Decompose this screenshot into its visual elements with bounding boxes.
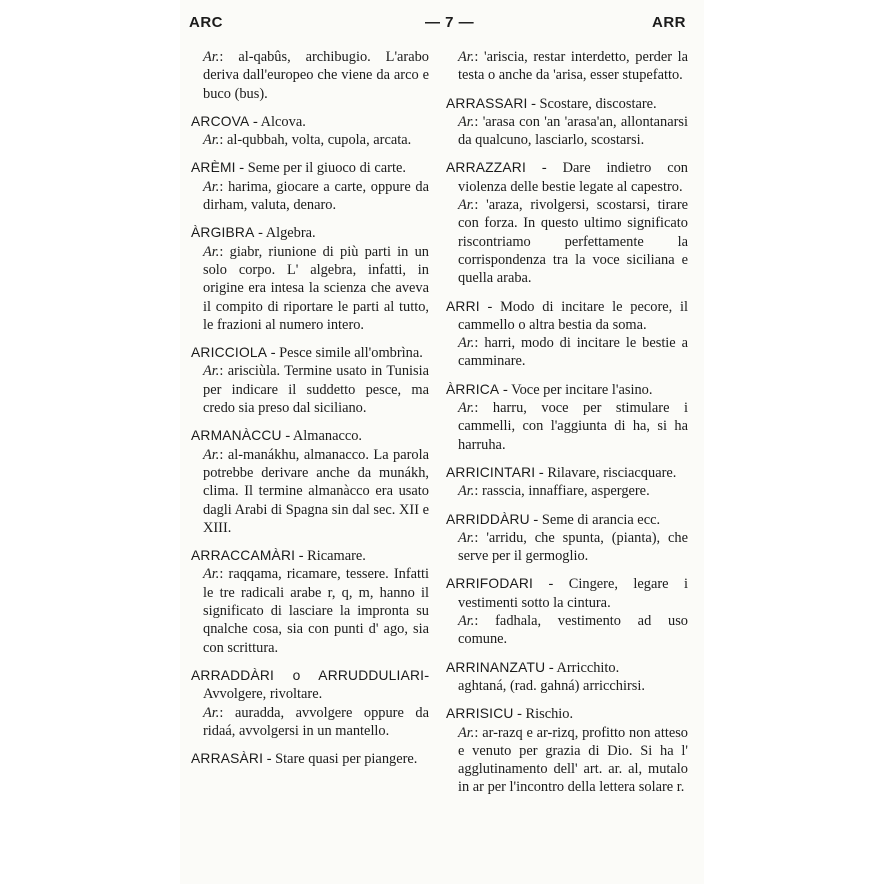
- entry-lemma: ARRASÀRI: [191, 751, 264, 767]
- entry-lemma: ARRASSARI: [446, 95, 528, 111]
- entry-lemma: ARRIFODARI: [446, 576, 534, 592]
- dictionary-entry: [446, 659, 688, 696]
- running-head-right: ARR: [652, 14, 686, 31]
- entry-lemma: ARRINANZATU: [446, 659, 546, 675]
- entry-lemma: ARRADDÀRI o ARRUDDULIARI: [191, 667, 425, 683]
- ar-label: Ar.: [203, 566, 220, 583]
- entry-text: : 'arasa con 'an 'arasa'an, allontanarsi da qualcuno, lasciarlo, scostarsi.: [458, 113, 688, 149]
- entry-text: : auradda, avvolgere oppure da ridaá, avvolgersi in un mantello.: [203, 704, 429, 739]
- ar-label: Ar.: [458, 400, 475, 417]
- right-entries: [446, 95, 688, 797]
- dictionary-entry: [446, 464, 688, 501]
- entry-lemma: ÀRRICA: [446, 381, 500, 397]
- entry-text: : 'arridu, che spunta, (pianta), che serve per il germoglio.: [458, 529, 688, 565]
- entry-definition: - Stare quasi per piangere.: [263, 751, 418, 768]
- entry-definition: - Seme per il giuoco di carte.: [235, 160, 406, 177]
- left-column: [191, 48, 429, 778]
- entry-lemma: ARÈMI: [191, 160, 236, 176]
- dictionary-entry: [446, 298, 688, 371]
- right-column: [446, 48, 688, 807]
- dictionary-entry: [191, 224, 429, 334]
- dictionary-entry: [191, 427, 429, 537]
- entry-lemma: ARMANÀCCU: [191, 428, 282, 444]
- entry-lemma: ARCOVA: [191, 113, 250, 129]
- ar-label: Ar.: [458, 529, 475, 546]
- dictionary-entry: [191, 159, 429, 214]
- entry-definition: - Dare indietro con violenza delle bestie legate al capestro.: [458, 160, 688, 195]
- entry-definition: - Modo di incitare le pecore, il cammello o altra bestia da soma.: [458, 298, 688, 333]
- left-entries: [191, 113, 429, 769]
- ar-label: Ar.: [203, 704, 220, 721]
- entry-lemma: ARRI: [446, 298, 480, 314]
- entry-text: : rasscia, innaffiare, aspergere.: [474, 483, 650, 500]
- dictionary-entry: [446, 159, 688, 287]
- ar-label: Ar.: [458, 613, 475, 630]
- entry-text: : al-manákhu, almanacco. La parola potrebbe derivare anche da munákh, clima. Il termine almanàcco era usato dagli Arabi di Spagna sin dal sec. XII e XIII.: [203, 446, 429, 536]
- entry-text: : harri, modo di incitare le bestie a camminare.: [458, 335, 688, 370]
- entry-definition: - Algebra.: [254, 225, 316, 242]
- dictionary-entry: [446, 575, 688, 648]
- entry-lemma: ARRAZZARI: [446, 160, 526, 176]
- ar-label: Ar.: [458, 49, 475, 65]
- ar-label: Ar.: [203, 49, 220, 65]
- running-head-left: ARC: [189, 14, 223, 31]
- continued-entry: [191, 48, 429, 103]
- dictionary-entry: [191, 750, 429, 768]
- entry-definition: - Rischio.: [513, 706, 574, 723]
- dictionary-entry: [191, 667, 429, 740]
- entry-text: : raqqama, ricamare, tessere. Infatti le tre radicali arabe r, q, m, hanno il significato di lasciare la impronta su qnalche cosa, sia con punti d' ago, sia con scrittura.: [203, 566, 429, 656]
- ar-label: Ar.: [458, 113, 475, 130]
- page-number: — 7 —: [425, 14, 475, 31]
- dictionary-entry: [191, 113, 429, 150]
- ar-label: Ar.: [203, 363, 220, 380]
- entry-definition: - Arricchito.: [545, 659, 620, 676]
- entry-text: : 'arisсia, restar interdetto, perder la testa o anche da 'arisa, esser stupefatto.: [458, 49, 688, 84]
- ar-label: Ar.: [203, 446, 220, 463]
- entry-text: : harru, voce per stimulare i cammelli, con l'aggiunta di ha, si ha harruha.: [458, 400, 688, 453]
- entry-definition: - Alcova.: [249, 113, 306, 130]
- entry-text: : al-qabûs, archibugio. L'arabo deriva dall'europeo che viene da arco e buco (bus).: [203, 49, 429, 102]
- continued-entry: [446, 48, 688, 85]
- entry-text: : fadhala, vestimento ad uso comune.: [458, 613, 688, 648]
- entry-definition: - Scostare, discostare.: [527, 95, 657, 112]
- ar-label: Ar.: [458, 483, 475, 500]
- dictionary-entry: [446, 705, 688, 796]
- entry-lemma: ARRACCAMÀRI: [191, 548, 296, 564]
- entry-definition: - Ricamare.: [295, 548, 366, 565]
- entry-definition: - Pesce simile all'ombrìna.: [267, 345, 423, 362]
- entry-text: : ar-razq e ar-rizq, profitto non atteso e venuto per grazia di Dio. Si ha l' agglutinamento dell' art. ar. al, mutalo in ar per l'incontro della lettera solare r.: [458, 724, 688, 796]
- entry-definition: - Seme di arancia ecc.: [529, 511, 661, 528]
- ar-label: Ar.: [458, 335, 475, 352]
- ar-label: Ar.: [203, 132, 220, 149]
- entry-definition: - Rilavare, risciacquare.: [535, 464, 677, 481]
- ar-label: Ar.: [203, 243, 220, 260]
- entry-definition: - Almanacco.: [281, 428, 363, 445]
- entry-definition: - Cingere, legare i vestimenti sotto la cintura.: [458, 576, 688, 611]
- entry-text: : giabr, riunione di più parti in un solo corpo. L' algebra, infatti, in origine era intesa la scienza che aveva il compito di riportare le parti al tutto, le frazioni al numero intero.: [203, 243, 429, 333]
- entry-text: : arisciùla. Termine usato in Tunisia per indicare il suddetto pesce, ma credo sia preso dal siciliano.: [203, 363, 429, 417]
- entry-text: : al-qubbah, volta, cupola, arcata.: [219, 132, 412, 149]
- entry-lemma: ARICCIOLA: [191, 345, 268, 361]
- dictionary-entry: [446, 95, 688, 150]
- entry-lemma: ÀRGIBRA: [191, 225, 255, 241]
- entry-lemma: ARRIDDÀRU: [446, 511, 530, 527]
- entry-text: : harima, giocare a carte, oppure da dirham, valuta, denaro.: [203, 178, 429, 214]
- dictionary-entry: [446, 381, 688, 454]
- entry-definition: - Voce per incitare l'asino.: [499, 381, 653, 398]
- entry-definition: - Avvolgere, rivoltare.: [203, 667, 429, 703]
- entry-lemma: ARRICINTARI: [446, 464, 536, 480]
- entry-lemma: ARRISICU: [446, 706, 514, 722]
- dictionary-entry: [191, 547, 429, 657]
- ar-label: Ar.: [458, 724, 475, 741]
- dictionary-entry: [191, 344, 429, 417]
- ar-label: Ar.: [203, 178, 220, 195]
- ar-label: Ar.: [458, 197, 475, 214]
- entry-text: : 'araza, rivolgersi, scostarsi, tirare con forza. In questo ultimo significato riscontriamo perfettamente la corrispondenza tra la voce siciliana e quella araba.: [458, 197, 688, 287]
- entry-text: aghtaná, (rad. gahná) arricchirsi.: [458, 677, 645, 694]
- dictionary-entry: [446, 511, 688, 566]
